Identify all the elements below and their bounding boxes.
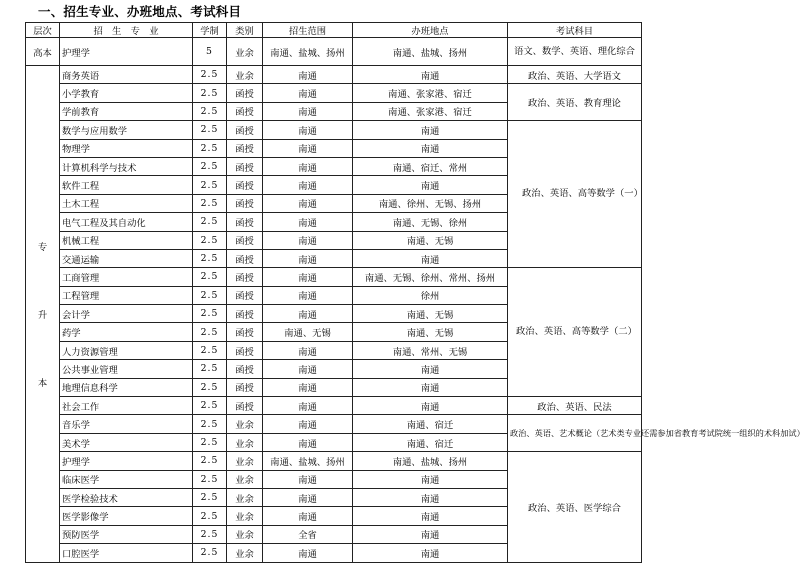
site-cell: 南通 — [353, 360, 508, 378]
type-cell: 函授 — [227, 305, 263, 323]
type-cell: 函授 — [227, 231, 263, 249]
enrollment-table — [25, 22, 805, 563]
years-cell: 2.5 — [193, 102, 227, 120]
major-cell: 医学影像学 — [60, 507, 193, 525]
major-cell: 会计学 — [60, 305, 193, 323]
header-type: 类别 — [227, 23, 263, 38]
major-cell: 地理信息科学 — [60, 378, 193, 396]
years-cell: 2.5 — [193, 305, 227, 323]
scope-cell: 南通 — [263, 470, 353, 488]
header-scope: 招生范围 — [263, 23, 353, 38]
site-cell: 南通、盐城、扬州 — [353, 452, 508, 470]
years-cell: 2.5 — [193, 323, 227, 341]
scope-cell: 南通 — [263, 139, 353, 157]
level-cell-zhuanshengben — [26, 66, 60, 563]
scope-cell: 南通 — [263, 507, 353, 525]
site-cell: 南通 — [353, 397, 508, 415]
years-cell: 2.5 — [193, 544, 227, 562]
site-cell: 南通 — [353, 525, 508, 543]
type-cell: 函授 — [227, 268, 263, 286]
major-cell: 土木工程 — [60, 194, 193, 212]
site-cell: 南通、盐城、扬州 — [353, 38, 508, 66]
scope-cell: 南通 — [263, 84, 353, 102]
scope-cell: 南通 — [263, 286, 353, 304]
major-cell: 物理学 — [60, 139, 193, 157]
scope-cell: 南通 — [263, 66, 353, 84]
major-cell: 商务英语 — [60, 66, 193, 84]
site-cell: 南通、张家港、宿迁 — [353, 84, 508, 102]
major-cell: 计算机科学与技术 — [60, 157, 193, 175]
header-site: 办班地点 — [353, 23, 508, 38]
type-cell: 函授 — [227, 341, 263, 359]
scope-cell: 南通 — [263, 360, 353, 378]
site-cell: 南通、宿迁 — [353, 415, 508, 433]
level-cell: 高本 — [26, 38, 60, 66]
years-cell: 2.5 — [193, 525, 227, 543]
type-cell: 函授 — [227, 84, 263, 102]
level-char: 升 — [37, 309, 48, 321]
table-row — [26, 415, 642, 433]
scope-cell: 南通、盐城、扬州 — [263, 452, 353, 470]
type-cell: 函授 — [227, 397, 263, 415]
site-cell: 南通 — [353, 66, 508, 84]
years-cell: 2.5 — [193, 452, 227, 470]
years-cell: 2.5 — [193, 157, 227, 175]
scope-cell: 全省 — [263, 525, 353, 543]
type-cell: 函授 — [227, 286, 263, 304]
major-cell: 工商管理 — [60, 268, 193, 286]
site-cell: 南通、无锡、徐州 — [353, 213, 508, 231]
type-cell: 业余 — [227, 525, 263, 543]
header-major: 招 生 专 业 — [60, 23, 193, 38]
scope-cell: 南通 — [263, 488, 353, 506]
major-cell: 交通运输 — [60, 249, 193, 267]
scope-cell: 南通 — [263, 213, 353, 231]
site-cell: 南通 — [353, 249, 508, 267]
header-row — [26, 23, 642, 38]
scope-cell: 南通 — [263, 397, 353, 415]
type-cell: 业余 — [227, 488, 263, 506]
exam-cell: 政治、英语、医学综合 — [508, 452, 642, 562]
scope-cell: 南通 — [263, 268, 353, 286]
scope-cell: 南通、盐城、扬州 — [263, 38, 353, 66]
major-cell: 公共事业管理 — [60, 360, 193, 378]
major-cell: 学前教育 — [60, 102, 193, 120]
type-cell: 函授 — [227, 102, 263, 120]
site-cell: 南通、无锡 — [353, 323, 508, 341]
major-cell: 工程管理 — [60, 286, 193, 304]
years-cell: 2.5 — [193, 470, 227, 488]
site-cell: 南通 — [353, 176, 508, 194]
years-cell: 2.5 — [193, 84, 227, 102]
table-row — [26, 38, 642, 66]
years-cell: 2.5 — [193, 249, 227, 267]
scope-cell: 南通 — [263, 415, 353, 433]
years-cell: 2.5 — [193, 507, 227, 525]
scope-cell: 南通 — [263, 378, 353, 396]
type-cell: 业余 — [227, 507, 263, 525]
type-cell: 业余 — [227, 470, 263, 488]
exam-cell: 政治、英语、艺术概论（艺术类专业还需参加省教育考试院统一组织的术科加试） — [508, 415, 642, 452]
type-cell: 业余 — [227, 544, 263, 562]
scope-cell: 南通 — [263, 249, 353, 267]
major-cell: 数学与应用数学 — [60, 121, 193, 139]
scope-cell: 南通、无锡 — [263, 323, 353, 341]
years-cell: 2.5 — [193, 231, 227, 249]
scope-cell: 南通 — [263, 231, 353, 249]
years-cell: 2.5 — [193, 194, 227, 212]
site-cell: 南通、无锡 — [353, 231, 508, 249]
type-cell: 业余 — [227, 452, 263, 470]
table-row — [26, 84, 642, 102]
major-cell: 软件工程 — [60, 176, 193, 194]
site-cell: 南通 — [353, 139, 508, 157]
type-cell: 业余 — [227, 66, 263, 84]
table-row — [26, 66, 642, 84]
scope-cell: 南通 — [263, 305, 353, 323]
table-row — [26, 268, 642, 286]
years-cell: 5 — [193, 38, 227, 66]
scope-cell: 南通 — [263, 176, 353, 194]
years-cell: 2.5 — [193, 360, 227, 378]
years-cell: 2.5 — [193, 488, 227, 506]
exam-cell: 政治、英语、民法 — [508, 397, 642, 415]
table-row — [26, 452, 642, 470]
type-cell: 函授 — [227, 213, 263, 231]
major-cell: 护理学 — [60, 452, 193, 470]
major-cell: 预防医学 — [60, 525, 193, 543]
major-cell: 人力资源管理 — [60, 341, 193, 359]
site-cell: 南通 — [353, 378, 508, 396]
years-cell: 2.5 — [193, 415, 227, 433]
years-cell: 2.5 — [193, 341, 227, 359]
header-level: 层次 — [26, 23, 60, 38]
type-cell: 函授 — [227, 157, 263, 175]
type-cell: 业余 — [227, 38, 263, 66]
section-heading: 一、招生专业、办班地点、考试科目 — [38, 4, 242, 19]
site-cell: 南通 — [353, 507, 508, 525]
type-cell: 函授 — [227, 323, 263, 341]
exam-cell: 政治、英语、教育理论 — [508, 84, 642, 121]
years-cell: 2.5 — [193, 378, 227, 396]
major-cell: 美术学 — [60, 433, 193, 451]
major-cell: 社会工作 — [60, 397, 193, 415]
years-cell: 2.5 — [193, 176, 227, 194]
level-char: 专 — [37, 241, 48, 253]
site-cell: 徐州 — [353, 286, 508, 304]
type-cell: 函授 — [227, 139, 263, 157]
years-cell: 2.5 — [193, 286, 227, 304]
years-cell: 2.5 — [193, 397, 227, 415]
exam-cell: 政治、英语、高等数学（一） — [508, 121, 642, 268]
site-cell: 南通、宿迁 — [353, 433, 508, 451]
scope-cell: 南通 — [263, 544, 353, 562]
exam-cell: 语文、数学、英语、理化综合 — [508, 38, 642, 66]
major-cell: 医学检验技术 — [60, 488, 193, 506]
site-cell: 南通 — [353, 470, 508, 488]
type-cell: 函授 — [227, 194, 263, 212]
years-cell: 2.5 — [193, 213, 227, 231]
major-cell: 电气工程及其自动化 — [60, 213, 193, 231]
site-cell: 南通、常州、无锡 — [353, 341, 508, 359]
site-cell: 南通 — [353, 121, 508, 139]
type-cell: 业余 — [227, 433, 263, 451]
type-cell: 函授 — [227, 378, 263, 396]
site-cell: 南通、徐州、无锡、扬州 — [353, 194, 508, 212]
years-cell: 2.5 — [193, 139, 227, 157]
major-cell: 小学教育 — [60, 84, 193, 102]
site-cell: 南通 — [353, 488, 508, 506]
site-cell: 南通 — [353, 544, 508, 562]
table-row — [26, 397, 642, 415]
scope-cell: 南通 — [263, 121, 353, 139]
major-cell: 口腔医学 — [60, 544, 193, 562]
years-cell: 2.5 — [193, 268, 227, 286]
header-exam: 考试科目 — [508, 23, 642, 38]
major-cell: 临床医学 — [60, 470, 193, 488]
major-cell: 护理学 — [60, 38, 193, 66]
scope-cell: 南通 — [263, 102, 353, 120]
type-cell: 业余 — [227, 415, 263, 433]
scope-cell: 南通 — [263, 157, 353, 175]
major-cell: 音乐学 — [60, 415, 193, 433]
scope-cell: 南通 — [263, 433, 353, 451]
type-cell: 函授 — [227, 176, 263, 194]
type-cell: 函授 — [227, 121, 263, 139]
years-cell: 2.5 — [193, 433, 227, 451]
header-years: 学制 — [193, 23, 227, 38]
site-cell: 南通、无锡、徐州、常州、扬州 — [353, 268, 508, 286]
scope-cell: 南通 — [263, 194, 353, 212]
exam-cell: 政治、英语、大学语文 — [508, 66, 642, 84]
level-char: 本 — [37, 377, 48, 389]
site-cell: 南通、宿迁、常州 — [353, 157, 508, 175]
scope-cell: 南通 — [263, 341, 353, 359]
years-cell: 2.5 — [193, 66, 227, 84]
major-cell: 机械工程 — [60, 231, 193, 249]
years-cell: 2.5 — [193, 121, 227, 139]
table-row — [26, 121, 642, 139]
site-cell: 南通、张家港、宿迁 — [353, 102, 508, 120]
major-cell: 药学 — [60, 323, 193, 341]
exam-cell: 政治、英语、高等数学（二） — [508, 268, 642, 397]
type-cell: 函授 — [227, 249, 263, 267]
type-cell: 函授 — [227, 360, 263, 378]
site-cell: 南通、无锡 — [353, 305, 508, 323]
